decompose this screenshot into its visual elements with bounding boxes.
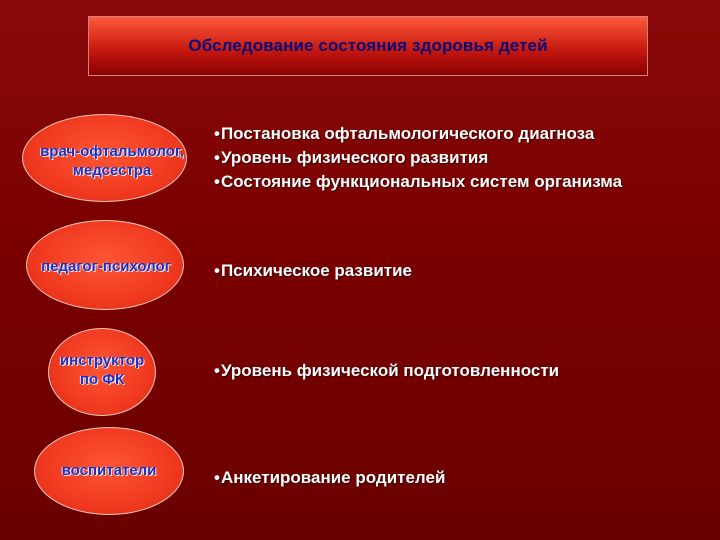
role-label-pe-instructor [42, 351, 162, 389]
list-item: • Уровень физической подготовленности [214, 359, 559, 383]
page-title: Обследование состояния здоровья детей [188, 36, 548, 55]
list-item: • Уровень физического развития [214, 146, 622, 170]
role-line: медсестра [72, 162, 152, 179]
role-line: педагог-психолог [41, 258, 171, 275]
role-line: воспитатели [61, 462, 157, 479]
role-label-educators [44, 461, 174, 480]
items-list-psychologist [214, 259, 412, 283]
role-line: инструктор [59, 352, 145, 369]
items-list-pe-instructor [214, 359, 559, 383]
role-label-ophthalmologist [26, 142, 198, 180]
role-line: по ФК [79, 371, 125, 388]
role-label-psychologist [22, 257, 190, 276]
list-item: • Анкетирование родителей [214, 466, 445, 490]
items-list-educators [214, 466, 445, 490]
list-item: • Состояние функциональных систем организма [214, 170, 622, 194]
title-box [88, 16, 648, 76]
list-item: • Постановка офтальмологического диагноза [214, 122, 622, 146]
role-line: врач-офтальмолог, [40, 143, 184, 160]
list-item: • Психическое развитие [214, 259, 412, 283]
items-list-ophthalmologist [214, 122, 622, 194]
